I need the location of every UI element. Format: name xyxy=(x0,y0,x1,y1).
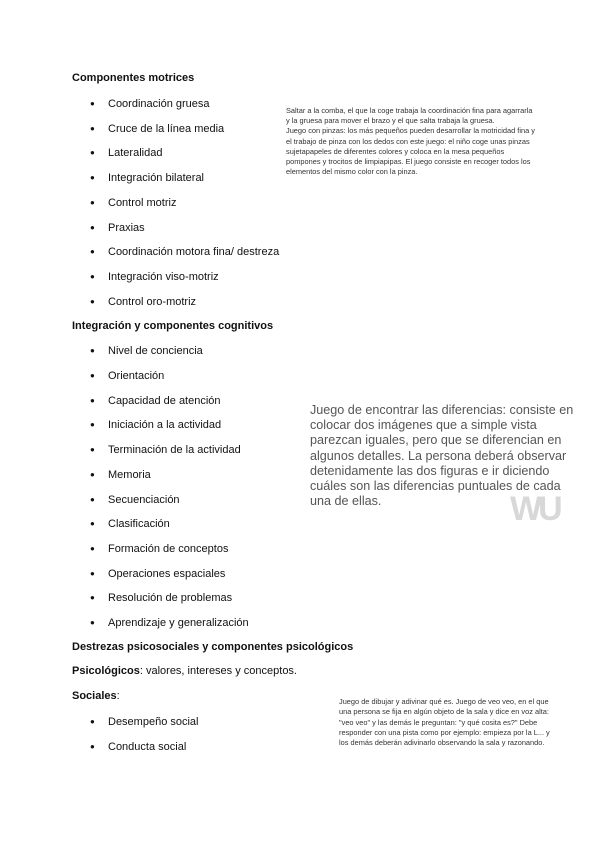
note-diferencias: Juego de encontrar las diferencias: consiste en colocar dos imágenes que a simple vista parezcan iguales, pero que se diferencian en algunos detalles. La persona deberá observar detenidamente las dos figuras e ir diciendo cuáles son las diferencias puntuales de cada una de ellas. xyxy=(310,403,574,509)
sociales-colon: : xyxy=(116,690,120,702)
note-comba-pinzas xyxy=(286,106,536,177)
heading-componentes-cognitivos: Integración y componentes cognitivos xyxy=(72,320,274,332)
note-veo-veo: Juego de dibujar y adivinar qué es. Juego de veo veo, en el que una persona se fija en algún objeto de la sala y dice en voz alta: "veo veo" y las demás le preguntan: "y qué cosita es?" Debe responder con una pista como por ejemplo: empieza por la L... y los demás deberán adivinarlo observando la sala y razonando. xyxy=(339,697,550,748)
sociales-label: Sociales xyxy=(72,690,117,702)
psicologicos-text: : valores, intereses y conceptos. xyxy=(139,665,297,677)
psicologicos-label: Psicológicos xyxy=(72,665,140,677)
psicologicos-line xyxy=(72,665,297,677)
heading-destrezas-psicosociales: Destrezas psicosociales y componentes psicológicos xyxy=(72,641,354,653)
note-paragraph: Saltar a la comba, el que la coge trabaja la coordinación fina para agarrarla y la gruesa para mover el brazo y el que salta trabaja la gruesa. xyxy=(286,106,533,126)
watermark-logo: WU xyxy=(510,490,559,528)
note-paragraph: Juego con pinzas: los más pequeños pueden desarrollar la motricidad fina y el trabajo de pinza con los dedos con este juego: el niño coge unas pinzas sujetapapeles de diferentes colores y coloca en la mesa pequeños pompones y trocitos de limpiapipas. El juego consiste en recoger todos los elementos del mismo color con la pinza. xyxy=(286,126,535,177)
heading-componentes-motrices: Componentes motrices xyxy=(72,72,195,84)
sociales-line xyxy=(72,690,120,702)
